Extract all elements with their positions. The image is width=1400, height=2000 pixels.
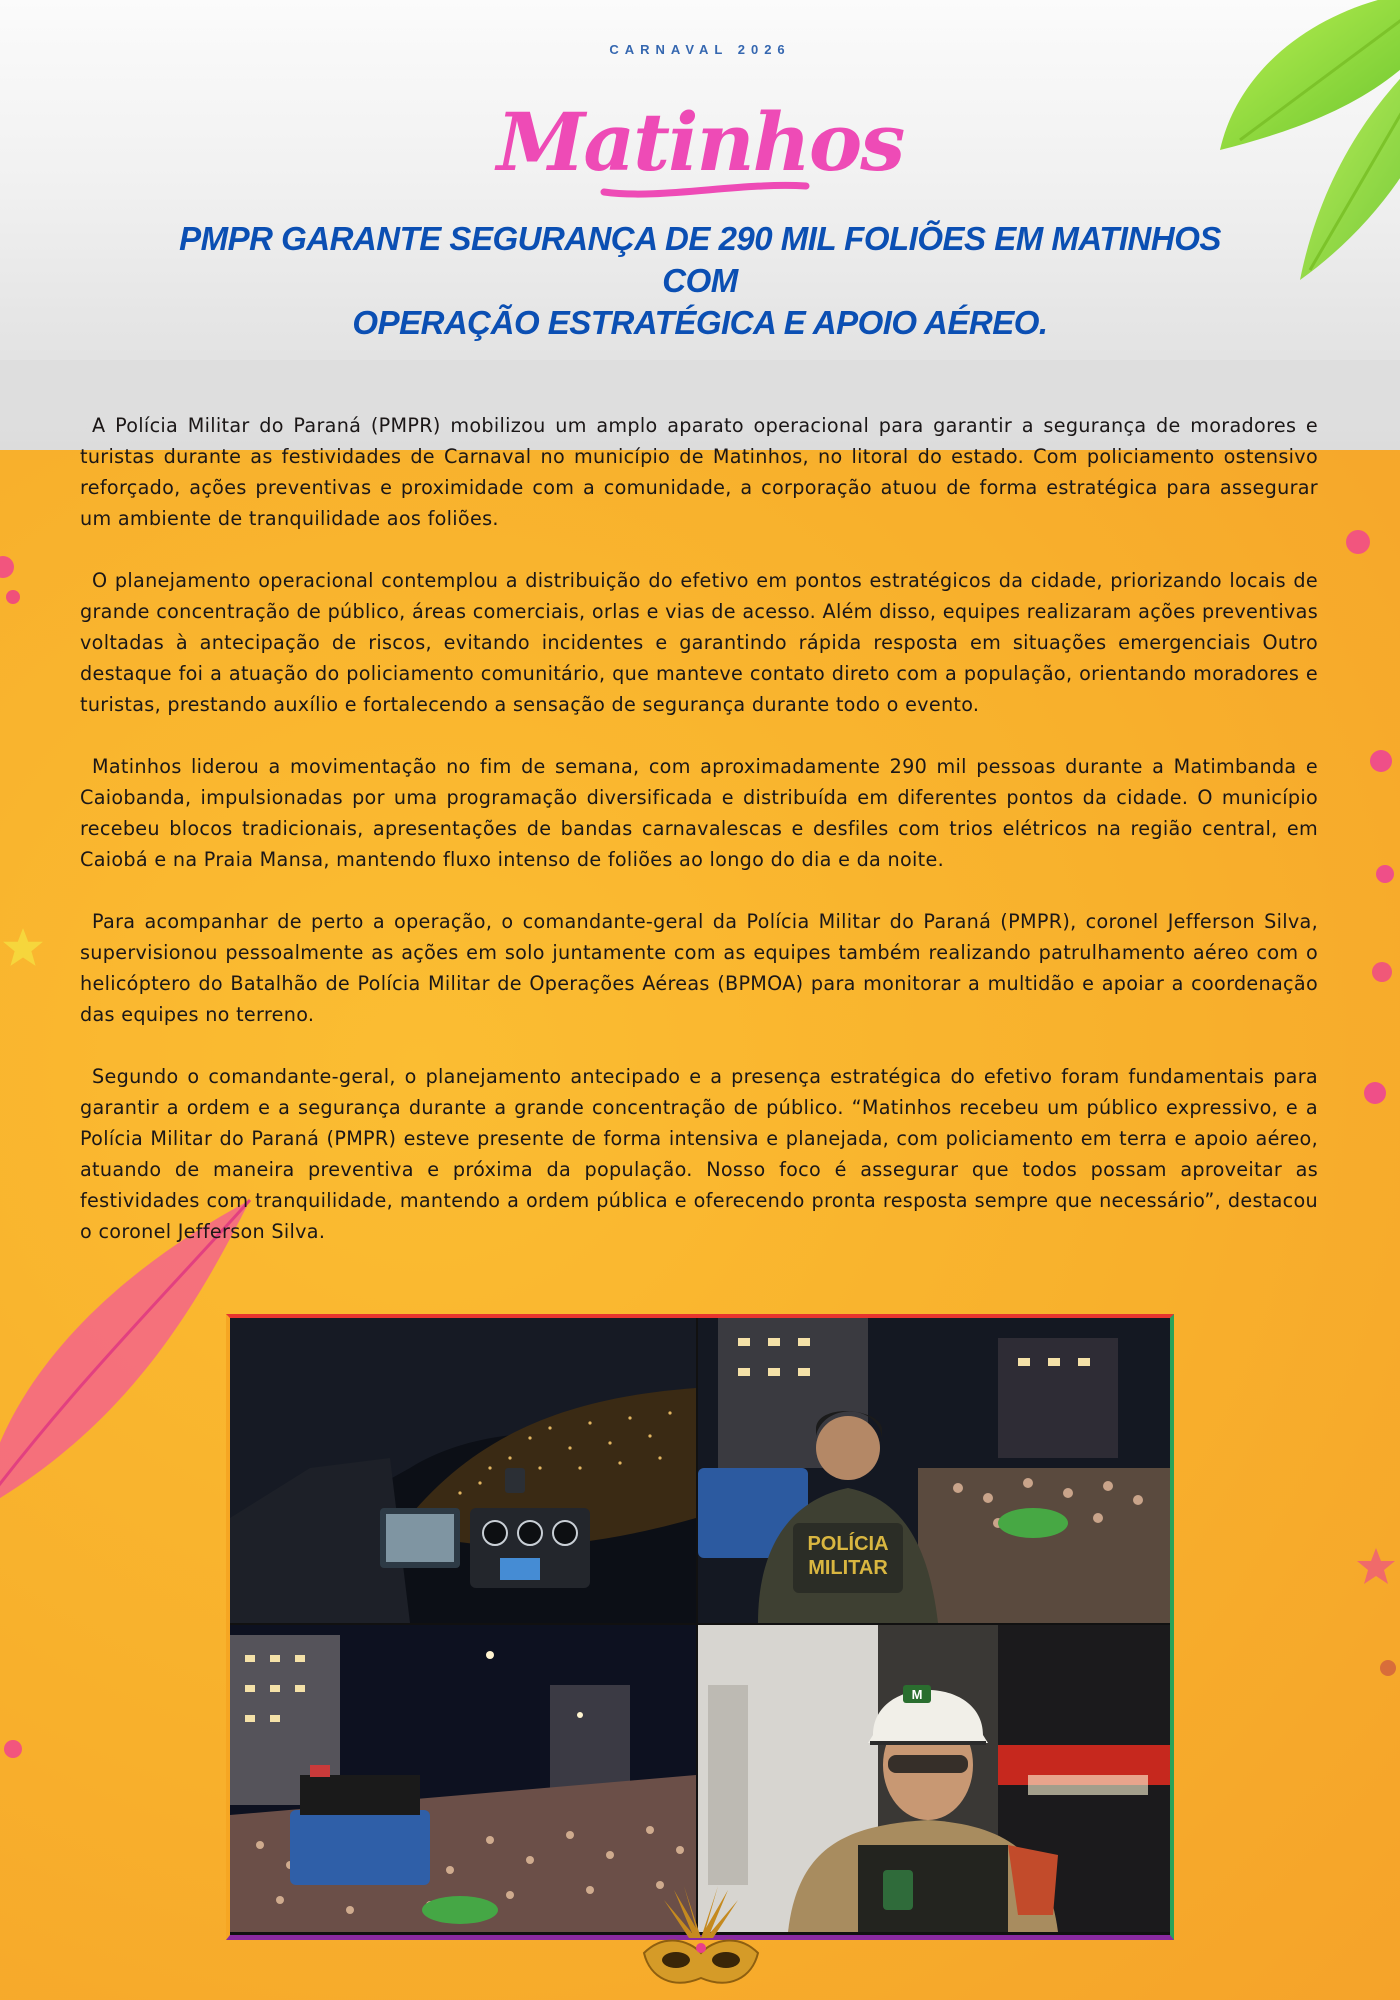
star-decoration xyxy=(1356,1546,1396,1586)
photo-police-officer-crowd xyxy=(698,1318,1170,1623)
paragraph-2: O planejamento operacional contemplou a distribuição do efetivo em pontos estratégicos da cidade, priorizando locais de grande concentração de público, áreas comerciais, orlas e vias de acesso. Além disso, equipes realizaram ações preventivas voltadas à antecipação de riscos, evitando incidentes e garantindo rápida resposta em situações emergenciais Outro destaque foi a atuação do policiamento comunitário, que manteve contato direto com a população, orientando moradores e turistas, prestando auxílio e fortalecendo a sensação de segurança durante todo o evento. xyxy=(80,569,1318,716)
photo-collage xyxy=(226,1314,1174,1940)
confetti-dot xyxy=(6,590,20,604)
paragraph-1: A Polícia Militar do Paraná (PMPR) mobilizou um amplo aparato operacional para garantir a segurança de moradores e turistas durante as festividades de Carnaval no município de Matinhos, no litoral do estado. Com policiamento ostensivo reforçado, ações preventivas e proximidade com a comunidade, a corporação atuou de forma estratégica para assegurar um ambiente de tranquilidade aos foliões. xyxy=(80,414,1318,530)
headline-line-2: OPERAÇÃO ESTRATÉGICA E APOIO AÉREO. xyxy=(352,304,1048,341)
paragraph-5: Segundo o comandante-geral, o planejamento antecipado e a presença estratégica do efetivo foram fundamentais para garantir a ordem e a segurança durante a grande concentração de público. “Matinhos recebeu um público expressivo, e a Polícia Militar do Paraná (PMPR) esteve presente de forma intensiva e planejada, com policiamento em terra e apoio aéreo, atuando de maneira preventiva e próxima da população. Nosso foco é assegurar que todos possam aproveitar as festividades com tranquilidade, mantendo a ordem pública e oferecendo pronta resposta sempre que necessário”, destacou o coronel Jefferson Silva. xyxy=(80,1065,1318,1243)
confetti-dot xyxy=(1370,750,1392,772)
vest-text-line-2: MILITAR xyxy=(808,1557,888,1579)
confetti-dot xyxy=(1364,1082,1386,1104)
event-kicker: CARNAVAL 2026 xyxy=(609,42,791,57)
article-body xyxy=(80,410,1318,1278)
paragraph-4: Para acompanhar de perto a operação, o comandante-geral da Polícia Militar do Paraná (PMPR), coronel Jefferson Silva, supervisionou pessoalmente as ações em solo juntamente com as equipes também realizando patrulhamento aéreo com o helicóptero do Batalhão de Polícia Militar de Operações Aéreas (BPMOA) para monitorar a multidão e apoiar a coordenação das equipes no terreno. xyxy=(80,910,1318,1026)
confetti-dot xyxy=(1376,865,1394,883)
photo-carnival-crowd xyxy=(230,1625,696,1932)
photo-officer-helmet xyxy=(698,1625,1170,1932)
confetti-dot xyxy=(4,1740,22,1758)
paragraph-3: Matinhos liderou a movimentação no fim de semana, com aproximadamente 290 mil pessoas durante a Matimbanda e Caiobanda, impulsionadas por uma programação diversificada e distribuída em diferentes pontos da cidade. O município recebeu blocos tradicionais, apresentações de bandas carnavalescas e desfiles com trios elétricos na região central, em Caiobá e na Praia Mansa, mantendo fluxo intenso de foliões ao longo do dia e da noite. xyxy=(80,755,1318,871)
headline-line-1: PMPR GARANTE SEGURANÇA DE 290 MIL FOLIÕES EM MATINHOS COM xyxy=(179,220,1221,299)
vest-text-line-1: POLÍCIA xyxy=(807,1533,889,1555)
confetti-dot xyxy=(1346,530,1370,554)
confetti-dot xyxy=(1372,962,1392,982)
confetti-dot xyxy=(1380,1660,1396,1676)
star-decoration xyxy=(2,926,44,968)
matinhos-logo: Matinhos xyxy=(496,95,904,189)
helmet-badge-text: M xyxy=(911,1687,923,1702)
logo-underline-swash xyxy=(600,176,810,200)
carnival-mask-icon xyxy=(634,1878,768,2000)
headline xyxy=(150,218,1250,344)
photo-helicopter-cockpit xyxy=(230,1318,696,1623)
